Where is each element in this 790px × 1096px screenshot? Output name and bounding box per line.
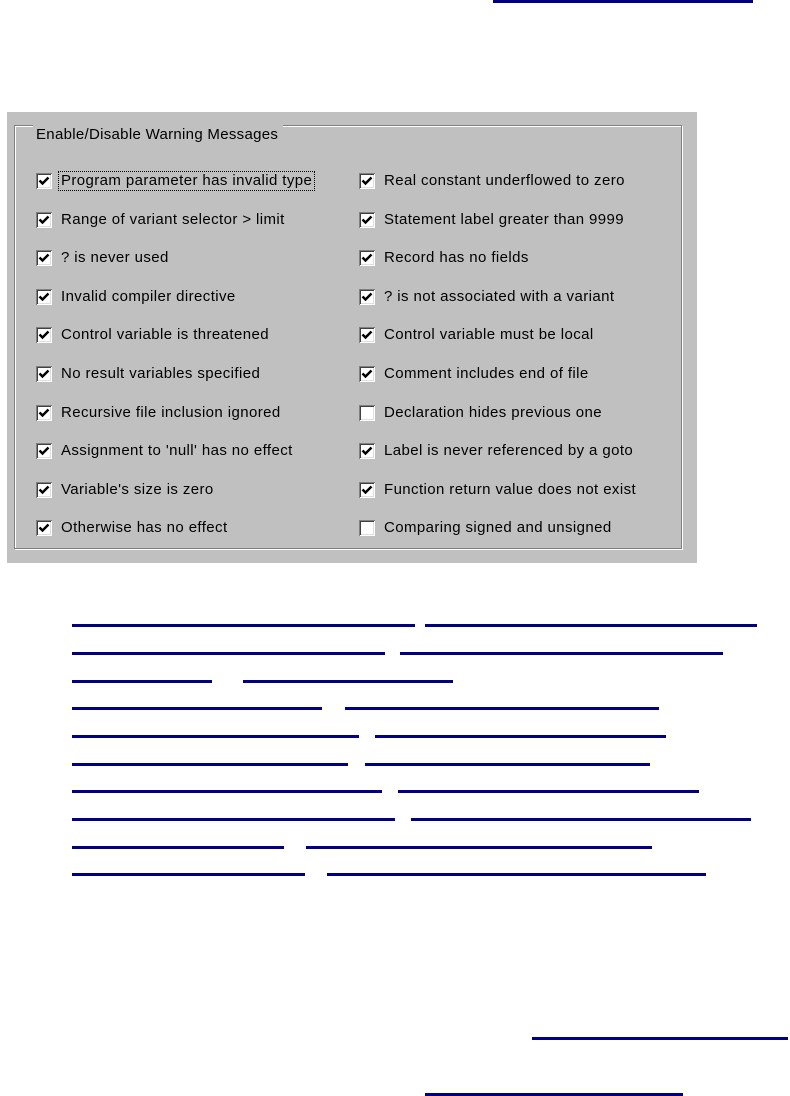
- checkbox-label-range-of-variant-selector-limit: Range of variant selector > limit: [61, 210, 285, 228]
- link-underline-row0-seg1[interactable]: [425, 624, 757, 627]
- link-underline-row3-seg1[interactable]: [345, 707, 659, 710]
- link-underline-row0-seg0[interactable]: [72, 624, 415, 627]
- warning-row-right-5: [359, 355, 689, 394]
- checkbox-label-invalid-compiler-directive: Invalid compiler directive: [61, 287, 236, 305]
- checkbox-program-parameter-has-invalid-type[interactable]: [36, 173, 52, 189]
- warning-groupbox: [14, 125, 682, 549]
- checkbox-label-real-constant-underflowed-to-zero: Real constant underflowed to zero: [384, 172, 625, 190]
- warning-row-left-1: [36, 201, 354, 240]
- checkbox-label-declaration-hides-previous-one: Declaration hides previous one: [384, 403, 602, 421]
- checkbox-column-right: [359, 162, 689, 547]
- checkbox-variable-s-size-is-zero[interactable]: [36, 482, 52, 498]
- checkbox-label-no-result-variables-specified: No result variables specified: [61, 365, 261, 382]
- warning-row-right-7: [359, 432, 689, 471]
- checkbox-function-return-value-does-not-exist[interactable]: [359, 482, 375, 498]
- checkbox-label-recursive-file-inclusion-ignored: Recursive file inclusion ignored: [61, 403, 281, 421]
- warning-row-left-0: [36, 162, 354, 201]
- link-underline-row5-seg0[interactable]: [72, 763, 348, 766]
- warning-row-left-7: [36, 432, 354, 471]
- warning-options-panel: [7, 112, 697, 563]
- warning-row-left-8: [36, 470, 354, 509]
- checkbox-label-program-parameter-has-invalid-type: Program parameter has invalid type: [61, 172, 313, 190]
- warning-row-left-9: [36, 509, 354, 548]
- checkbox-label-assignment-to-null-has-no-effect: Assignment to 'null' has no effect: [61, 442, 293, 460]
- checkbox-label-is-never-used: ? is never used: [61, 249, 169, 267]
- warning-row-right-9: [359, 509, 689, 548]
- checkbox-control-variable-is-threatened[interactable]: [36, 327, 52, 343]
- groupbox-title: Enable/Disable Warning Messages: [33, 125, 283, 144]
- checkbox-label-label-is-never-referenced-by-a-goto: Label is never referenced by a goto: [384, 442, 634, 460]
- checkbox-control-variable-must-be-local[interactable]: [359, 327, 375, 343]
- checkbox-recursive-file-inclusion-ignored[interactable]: [36, 405, 52, 421]
- checkbox-invalid-compiler-directive[interactable]: [36, 289, 52, 305]
- link-underline-row6-seg1[interactable]: [398, 790, 699, 793]
- warning-row-right-8: [359, 470, 689, 509]
- warning-row-left-6: [36, 393, 354, 432]
- checkbox-column-left: [36, 162, 354, 547]
- checkbox-label-comment-includes-end-of-file: Comment includes end of file: [384, 365, 589, 382]
- checkbox-declaration-hides-previous-one[interactable]: [359, 405, 375, 421]
- link-underline-row5-seg1[interactable]: [365, 763, 650, 766]
- checkbox-record-has-no-fields[interactable]: [359, 250, 375, 266]
- checkbox-comment-includes-end-of-file[interactable]: [359, 366, 375, 382]
- checkbox-label-statement-label-greater-than-9999: Statement label greater than 9999: [384, 210, 625, 228]
- warning-row-left-2: [36, 239, 354, 278]
- link-underline-row3-seg0[interactable]: [72, 707, 322, 710]
- link-underline-row7-seg1[interactable]: [411, 818, 751, 821]
- link-underline-row4-seg0[interactable]: [72, 735, 359, 738]
- warning-row-right-6: [359, 393, 689, 432]
- warning-row-left-5: [36, 355, 354, 394]
- link-underline-row9-seg0[interactable]: [72, 873, 305, 876]
- link-underline-top-0[interactable]: [493, 0, 753, 3]
- link-underline-row7-seg0[interactable]: [72, 818, 395, 821]
- link-underline-row8-seg0[interactable]: [72, 846, 284, 849]
- checkbox-label-control-variable-is-threatened: Control variable is threatened: [61, 326, 269, 344]
- checkbox-label-is-never-referenced-by-a-goto[interactable]: [359, 443, 375, 459]
- checkbox-is-never-used[interactable]: [36, 250, 52, 266]
- link-underline-row6-seg0[interactable]: [72, 790, 382, 793]
- link-underline-row4-seg1[interactable]: [375, 735, 666, 738]
- checkbox-label-control-variable-must-be-local: Control variable must be local: [384, 326, 594, 344]
- link-underline-row8-seg1[interactable]: [306, 846, 652, 849]
- checkbox-label-function-return-value-does-not-exist: Function return value does not exist: [384, 480, 637, 498]
- warning-row-right-1: [359, 201, 689, 240]
- warning-row-right-4: [359, 316, 689, 355]
- warning-row-right-0: [359, 162, 689, 201]
- link-underline-bottom-0[interactable]: [532, 1037, 788, 1040]
- link-underline-row1-seg0[interactable]: [72, 652, 385, 655]
- checkbox-label-otherwise-has-no-effect: Otherwise has no effect: [61, 519, 228, 537]
- checkbox-otherwise-has-no-effect[interactable]: [36, 520, 52, 536]
- checkbox-comparing-signed-and-unsigned[interactable]: [359, 520, 375, 536]
- warning-row-right-2: [359, 239, 689, 278]
- checkbox-range-of-variant-selector-limit[interactable]: [36, 212, 52, 228]
- checkbox-assignment-to-null-has-no-effect[interactable]: [36, 443, 52, 459]
- link-underline-row2-seg0[interactable]: [72, 680, 212, 683]
- checkbox-label-is-not-associated-with-a-variant: ? is not associated with a variant: [384, 287, 615, 305]
- checkbox-label-record-has-no-fields: Record has no fields: [384, 249, 529, 267]
- checkbox-real-constant-underflowed-to-zero[interactable]: [359, 173, 375, 189]
- link-underline-row1-seg1[interactable]: [400, 652, 723, 655]
- warning-row-left-4: [36, 316, 354, 355]
- link-underline-row9-seg1[interactable]: [327, 873, 706, 876]
- checkbox-is-not-associated-with-a-variant[interactable]: [359, 289, 375, 305]
- checkbox-label-comparing-signed-and-unsigned: Comparing signed and unsigned: [384, 519, 612, 537]
- link-underline-row2-seg1[interactable]: [243, 680, 453, 683]
- checkbox-no-result-variables-specified[interactable]: [36, 366, 52, 382]
- warning-row-right-3: [359, 278, 689, 317]
- checkbox-statement-label-greater-than-9999[interactable]: [359, 212, 375, 228]
- checkbox-label-variable-s-size-is-zero: Variable's size is zero: [61, 480, 214, 498]
- warning-row-left-3: [36, 278, 354, 317]
